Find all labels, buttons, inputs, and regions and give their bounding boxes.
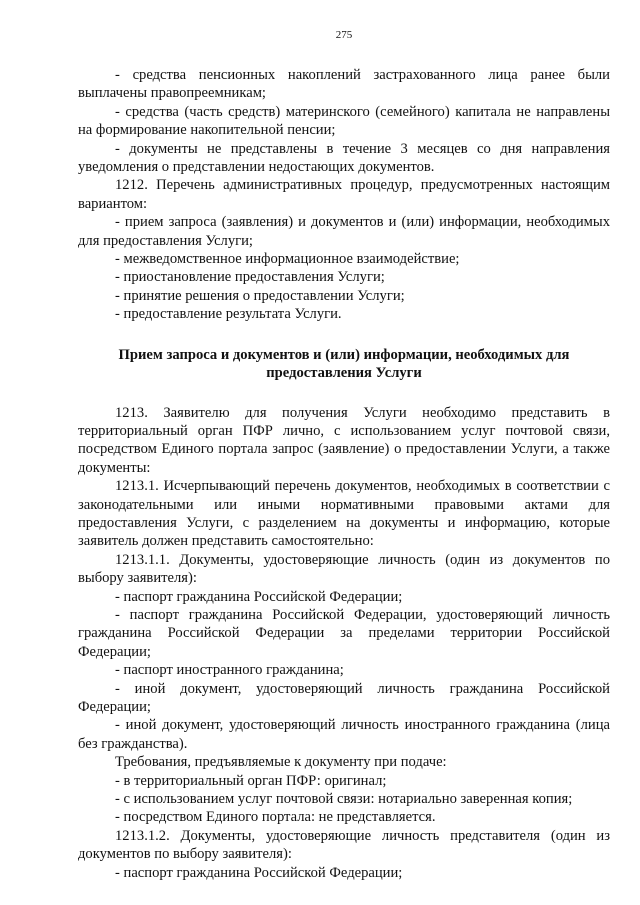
paragraph: - посредством Единого портала: не представляется.	[115, 809, 436, 826]
paragraph: - иной документ, удостоверяющий личность гражданина Российской Федерации;	[78, 680, 610, 715]
section-after-heading	[78, 404, 610, 883]
paragraph: - предоставление результата Услуги.	[115, 306, 342, 323]
page-number: 275	[335, 29, 353, 41]
paragraph: 1212. Перечень административных процедур, предусмотренных настоящим вариантом:	[78, 177, 610, 212]
paragraph: - в территориальный орган ПФР: оригинал;	[115, 772, 387, 789]
paragraph: 1213.1.2. Документы, удостоверяющие личность представителя (один из документов по выбору заявителя):	[78, 827, 610, 863]
paragraph: - паспорт гражданина Российской Федерации;	[115, 864, 403, 881]
paragraph: - межведомственное информационное взаимодействие;	[115, 251, 460, 268]
paragraph: - с использованием услуг почтовой связи: нотариально заверенная копия;	[115, 791, 573, 808]
paragraph: - принятие решения о предоставлении Услуги;	[115, 287, 405, 304]
paragraph: - иной документ, удостоверяющий личность иностранного гражданина (лица без гражданства).	[78, 717, 610, 752]
paragraph: - паспорт гражданина Российской Федерации;	[115, 588, 403, 605]
paragraph: - прием запроса (заявления) и документов и (или) информации, необходимых для предоставления Услуги;	[78, 214, 610, 249]
section-heading: Прием запроса и документов и (или) информации, необходимых для предоставления Услуги	[118, 346, 570, 382]
paragraph: 1213.1.1. Документы, удостоверяющие личность (один из документов по выбору заявителя):	[78, 551, 610, 587]
paragraph: Требования, предъявляемые к документу при подаче:	[115, 754, 447, 771]
paragraph: - паспорт гражданина Российской Федерации, удостоверяющий личность гражданина Российской Федерации за пределами территории Российской Федерации;	[78, 606, 610, 660]
paragraph: - приостановление предоставления Услуги;	[115, 269, 385, 286]
section-before-heading	[78, 66, 610, 324]
paragraph: 1213.1. Исчерпывающий перечень документов, необходимых в соответствии с законодательными или иными нормативными правовыми актами для предоставления Услуги, с разделением на документы и информацию, которые заявитель должен представить самостоятельно:	[78, 478, 610, 550]
paragraph: 1213. Заявителю для получения Услуги необходимо представить в территориальный орган ПФР лично, с использованием услуг почтовой связи, посредством Единого портала запрос (заявление) о предоставлении Услуги, а также документы:	[78, 404, 610, 476]
paragraph: - паспорт иностранного гражданина;	[115, 662, 344, 679]
paragraph: - документы не представлены в течение 3 месяцев со дня направления уведомления о представлении недостающих документов.	[78, 140, 610, 176]
paragraph: - средства пенсионных накоплений застрахованного лица ранее были выплачены правопреемникам;	[78, 67, 610, 102]
paragraph: - средства (часть средств) материнского (семейного) капитала не направлены на формирование накопительной пенсии;	[78, 103, 610, 139]
